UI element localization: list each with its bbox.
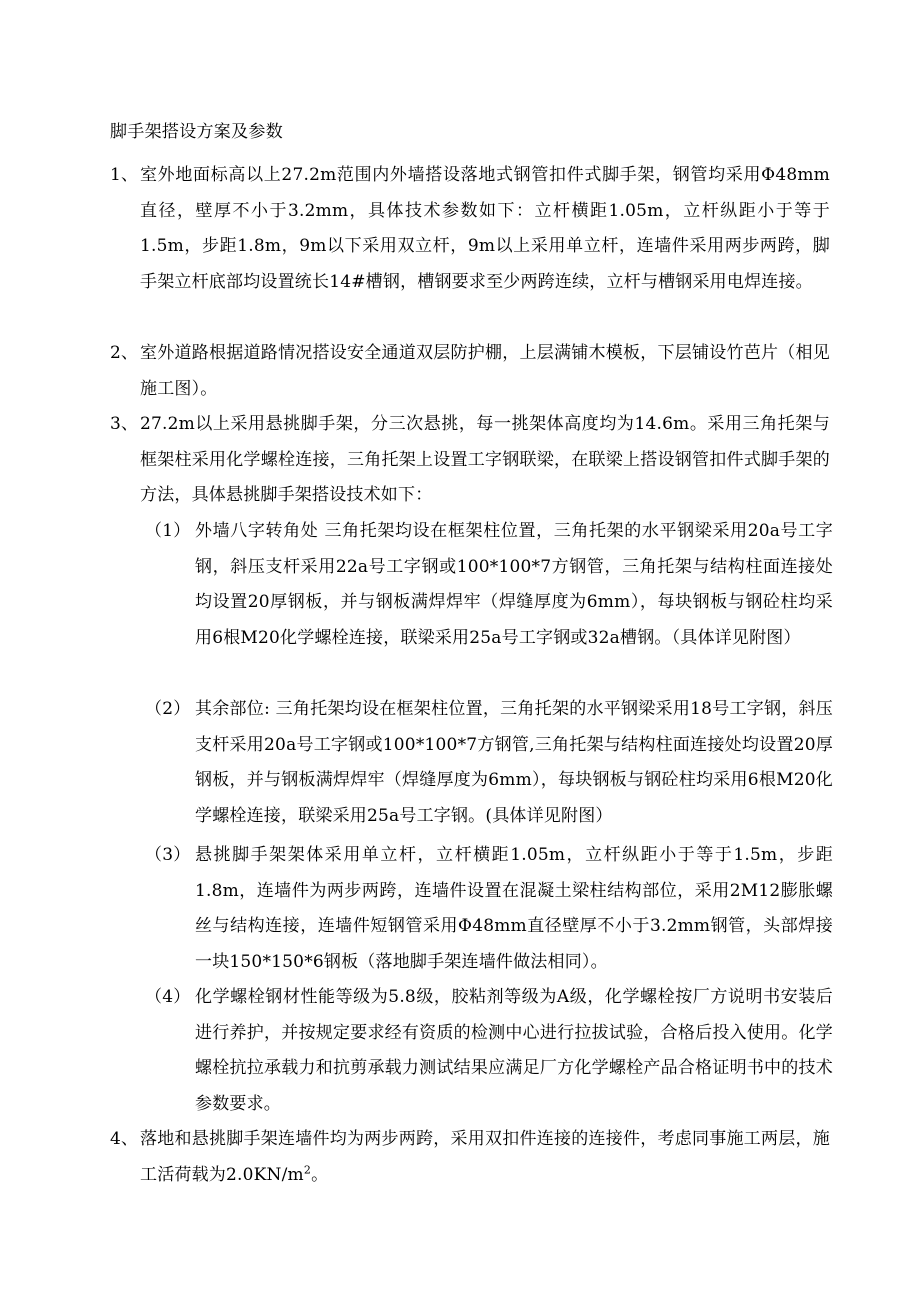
sub-item-number: （2） <box>145 699 191 719</box>
superscript: 2 <box>303 1162 312 1176</box>
item-number: 3、 <box>110 414 139 434</box>
sub-item-2 <box>145 692 833 834</box>
document-title: 脚手架搭设方案及参数 <box>110 122 283 142</box>
sub-item-text: 悬挑脚手架架体采用单立杆，立杆横距1.05m，立杆纵距小于等于1.5m，步距1.8m，连墙件为两步两跨，连墙件设置在混凝土梁柱结构部位，采用2M12膨胀螺丝与结构连接，连墙件短钢管采用Φ48mm直径壁厚不小于3.2mm钢管，头部焊接一块150*150*6钢板（落地脚手架连墙件做法相同）。 <box>195 845 833 972</box>
item-text: 27.2m以上采用悬挑脚手架，分三次悬挑，每一挑架体高度均为14.6m。采用三角托架与框架柱采用化学螺栓连接，三角托架上设置工字钢联梁，在联梁上搭设钢管扣件式脚手架的方法，具体悬挑脚手架搭设技术如下： <box>140 414 830 505</box>
sub-item-number: （4） <box>145 987 191 1007</box>
sub-item-4 <box>145 980 833 1122</box>
sub-item-text: 化学螺栓钢材性能等级为5.8级，胶粘剂等级为A级，化学螺栓按厂方说明书安装后进行养护，并按规定要求经有资质的检测中心进行拉拔试验，合格后投入使用。化学螺栓抗拉承载力和抗剪承载力测试结果应满足厂方化学螺栓产品合格证明书中的技术参数要求。 <box>195 987 833 1114</box>
item-text: 室外道路根据道路情况搭设安全通道双层防护棚，上层满铺木模板，下层铺设竹芭片（相见施工图）。 <box>140 343 830 399</box>
list-item-3 <box>110 407 830 514</box>
list-item-1 <box>110 158 830 300</box>
item-number: 1、 <box>110 165 139 185</box>
item-number: 2、 <box>110 343 139 363</box>
list-item-4 <box>110 1122 830 1193</box>
item-number: 4、 <box>110 1129 139 1149</box>
sub-item-text: 其余部位: 三角托架均设在框架柱位置，三角托架的水平钢梁采用18号工字钢，斜压支杆采用20a号工字钢或100*100*7方钢管,三角托架与结构柱面连接处均设置20厚钢板，并与钢板满焊焊牢（焊缝厚度为6mm），每块钢板与钢砼柱均采用6根M20化学螺栓连接，联梁采用25a号工字钢。(具体详见附图） <box>195 699 833 826</box>
item-text: 室外地面标高以上27.2m范围内外墙搭设落地式钢管扣件式脚手架，钢管均采用Φ48mm直径，壁厚不小于3.2mm，具体技术参数如下：立杆横距1.05m，立杆纵距小于等于1.5m，步距1.8m，9m以下采用双立杆，9m以上采用单立杆，连墙件采用两步两跨，脚手架立杆底部均设置统长14#槽钢，槽钢要求至少两跨连续，立杆与槽钢采用电焊连接。 <box>140 165 830 292</box>
sub-item-3 <box>145 838 833 980</box>
sub-item-number: （1） <box>145 521 191 541</box>
sub-item-1 <box>145 514 833 656</box>
list-item-2 <box>110 336 830 407</box>
item-text-wrapper <box>140 1122 830 1193</box>
item-text: 落地和悬挑脚手架连墙件均为两步两跨，采用双扣件连接的连接件，考虑同事施工两层，施工活荷载为2.0KN/m <box>140 1129 830 1185</box>
sub-item-text: 外墙八字转角处 三角托架均设在框架柱位置，三角托架的水平钢梁采用20a号工字钢，斜压支杆采用22a号工字钢或100*100*7方钢管，三角托架与结构柱面连接处均设置20厚钢板，并与钢板满焊焊牢（焊缝厚度为6mm），每块钢板与钢砼柱均采用6根M20化学螺栓连接，联梁采用25a号工字钢或32a槽钢。（具体详见附图） <box>195 521 833 648</box>
item-suffix: 。 <box>311 1164 329 1185</box>
sub-item-number: （3） <box>145 845 191 865</box>
